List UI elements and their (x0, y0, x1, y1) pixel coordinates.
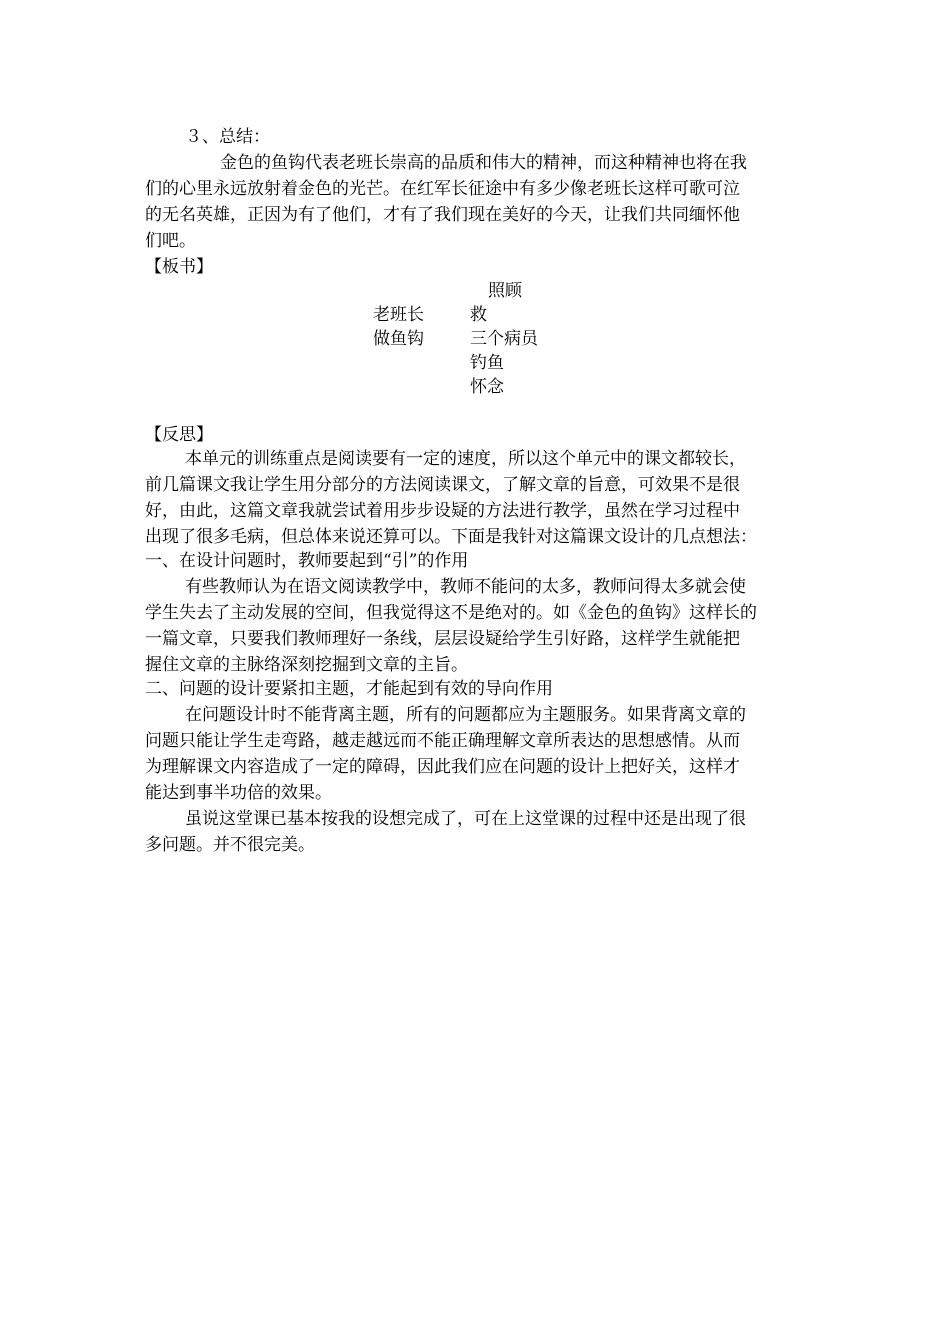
reflection-intro-line: 好，由此，这篇文章我就尝试着用步步设疑的方法进行教学，虽然在学习过程中 (145, 501, 740, 521)
blackboard-item: 钓鱼 (470, 353, 504, 373)
summary-line: 的无名英雄，正因为有了他们，才有了我们现在美好的今天，让我们共同缅怀他 (145, 205, 740, 225)
reflection-closing-line: 多问题。并不很完美。 (145, 835, 315, 855)
reflection-point-line: 问题只能让学生走弯路，越走越远而不能正确理解文章所表达的思想感情。从而 (145, 731, 740, 751)
reflection-intro-line: 出现了很多毛病，但总体来说还算可以。下面是我针对这篇课文设计的几点想法： (145, 527, 757, 547)
summary-line: 金色的鱼钩代表老班长崇高的品质和伟大的精神，而这种精神也将在我 (220, 153, 747, 173)
summary-heading: ３、总结： (185, 127, 270, 147)
reflection-point-line: 在问题设计时不能背离主题，所有的问题都应为主题服务。如果背离文章的 (185, 705, 746, 725)
blackboard-subject: 老班长 (373, 305, 424, 325)
reflection-point-line: 为理解课文内容造成了一定的障碍，因此我们应在问题的设计上把好关，这样才 (145, 757, 740, 777)
blackboard-subject: 做鱼钩 (373, 329, 424, 349)
blackboard-item: 三个病员 (470, 329, 538, 349)
summary-line: 们的心里永远放射着金色的光芒。在红军长征途中有多少像老班长这样可歌可泣 (145, 179, 740, 199)
blackboard-item: 救 (470, 305, 487, 325)
reflection-closing-line: 虽说这堂课已基本按我的设想完成了，可在上这堂课的过程中还是出现了很 (185, 809, 746, 829)
reflection-point-title: 一、在设计问题时，教师要起到“引”的作用 (145, 551, 469, 571)
reflection-point-line: 能达到事半功倍的效果。 (145, 783, 332, 803)
reflection-point-title: 二、问题的设计要紧扣主题，才能起到有效的导向作用 (145, 679, 553, 699)
blackboard-heading: 【板书】 (145, 257, 213, 277)
reflection-point-line: 一篇文章，只要我们教师理好一条线，层层设疑给学生引好路，这样学生就能把 (145, 629, 740, 649)
reflection-point-line: 握住文章的主脉络深刻挖掘到文章的主旨。 (145, 655, 468, 675)
blackboard-item: 照顾 (488, 281, 522, 301)
blackboard-item: 怀念 (470, 377, 504, 397)
reflection-point-line: 学生失去了主动发展的空间，但我觉得这不是绝对的。如《金色的鱼钩》这样长的 (145, 603, 757, 623)
reflection-intro-line: 本单元的训练重点是阅读要有一定的速度，所以这个单元中的课文都较长， (185, 449, 746, 469)
reflection-point-line: 有些教师认为在语文阅读教学中，教师不能问的太多，教师问得太多就会使 (185, 577, 746, 597)
summary-line: 们吧。 (145, 231, 196, 251)
reflection-intro-line: 前几篇课文我让学生用分部分的方法阅读课文，了解文章的旨意，可效果不是很 (145, 475, 740, 495)
reflection-heading: 【反思】 (145, 425, 213, 445)
